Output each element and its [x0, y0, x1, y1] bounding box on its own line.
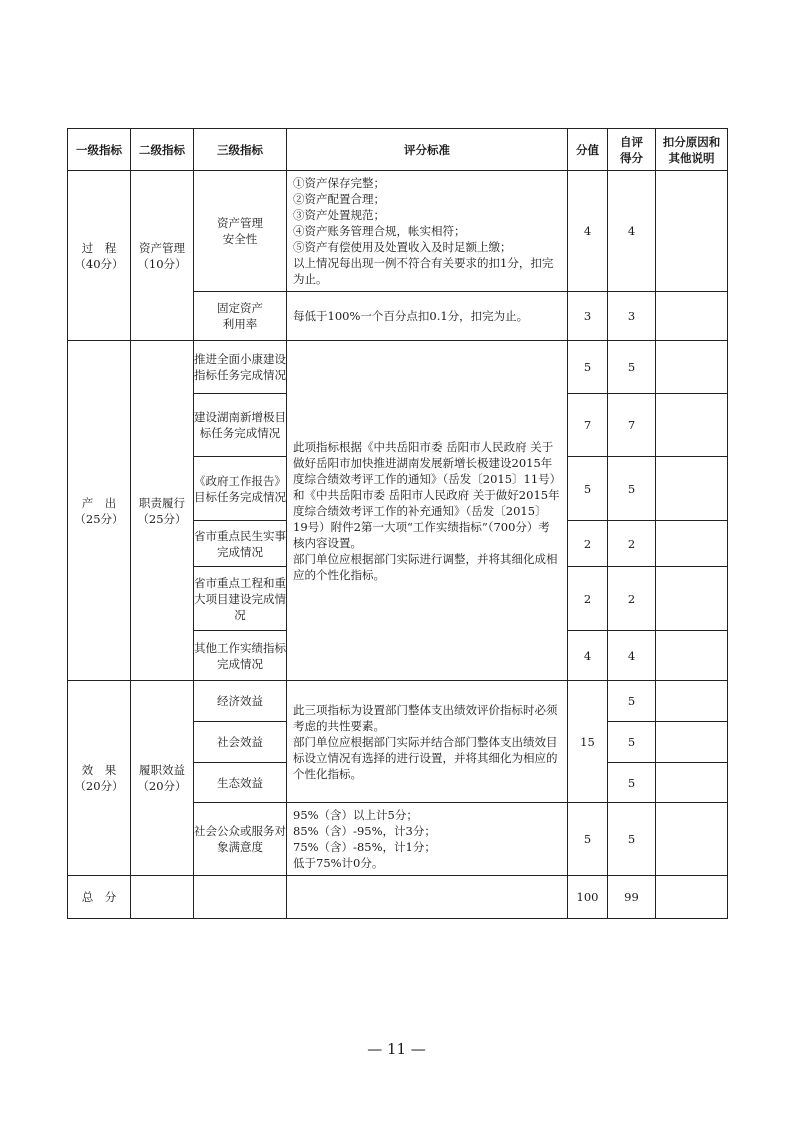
- header-deduction: 扣分原因和 其他说明: [656, 129, 728, 171]
- empty-cell: [287, 876, 568, 919]
- header-level2: 二级指标: [131, 129, 194, 171]
- header-row: [68, 129, 728, 171]
- self-score-cell: 3: [608, 292, 656, 341]
- self-score-cell: 4: [608, 631, 656, 681]
- deduction-cell: [656, 763, 728, 803]
- self-score-cell: 7: [608, 394, 656, 457]
- score-cell: 3: [568, 292, 608, 341]
- level2-duty: 职责履行 （25分）: [131, 341, 194, 681]
- score-cell: 2: [568, 567, 608, 631]
- total-label: 总 分: [68, 876, 131, 919]
- level2-asset-management: 资产管理 （10分）: [131, 171, 194, 341]
- self-score-cell: 4: [608, 171, 656, 292]
- criteria-cell: 此项指标根据《中共岳阳市委 岳阳市人民政府 关于做好岳阳市加快推进湖南发展新增长极建设2015年度综合绩效考评工作的通知》（岳发〔2015〕11号）和《中共岳阳市委 岳阳市人民政府 关于做好2015年度综合绩效考评工作的补充通知》（岳发〔2015〕19号）附件2第一大项“工作实绩指标”（700分）考核内容设置。 部门单位应根据部门实际进行调整，并将其细化成相应的个性化指标。: [287, 341, 568, 681]
- deduction-cell: [656, 394, 728, 457]
- header-score: 分值: [568, 129, 608, 171]
- empty-cell: [194, 876, 287, 919]
- score-cell: 5: [568, 341, 608, 394]
- score-cell: 15: [568, 681, 608, 803]
- self-score-cell: 2: [608, 521, 656, 567]
- total-score: 100: [568, 876, 608, 919]
- level3-cell: 资产管理 安全性: [194, 171, 287, 292]
- level3-cell: 《政府工作报告》目标任务完成情况: [194, 457, 287, 521]
- header-level1: 一级指标: [68, 129, 131, 171]
- level1-process: 过 程 （40分）: [68, 171, 131, 341]
- level3-cell: 建设湖南新增极目标任务完成情况: [194, 394, 287, 457]
- deduction-cell: [656, 171, 728, 292]
- deduction-cell: [656, 292, 728, 341]
- score-cell: 4: [568, 631, 608, 681]
- header-self-score: 自评 得分: [608, 129, 656, 171]
- deduction-cell: [656, 803, 728, 876]
- self-score-cell: 5: [608, 722, 656, 763]
- level3-cell: 推进全面小康建设指标任务完成情况: [194, 341, 287, 394]
- score-cell: 5: [568, 803, 608, 876]
- total-self-score: 99: [608, 876, 656, 919]
- level3-cell: 生态效益: [194, 763, 287, 803]
- level3-cell: 其他工作实绩指标完成情况: [194, 631, 287, 681]
- self-score-cell: 5: [608, 803, 656, 876]
- level1-output: 产 出 （25分）: [68, 341, 131, 681]
- criteria-cell: 此三项指标为设置部门整体支出绩效评价指标时必须考虑的共性要素。 部门单位应根据部门实际并结合部门整体支出绩效目标设立情况有选择的进行设置，并将其细化为相应的个性化指标。: [287, 681, 568, 803]
- deduction-cell: [656, 681, 728, 722]
- table-row: [68, 171, 728, 292]
- deduction-cell: [656, 341, 728, 394]
- self-score-cell: 5: [608, 457, 656, 521]
- level1-effect: 效 果 （20分）: [68, 681, 131, 876]
- level3-cell: 经济效益: [194, 681, 287, 722]
- deduction-cell: [656, 567, 728, 631]
- level3-cell: 省市重点民生实事完成情况: [194, 521, 287, 567]
- self-score-cell: 5: [608, 341, 656, 394]
- header-level3: 三级指标: [194, 129, 287, 171]
- score-cell: 7: [568, 394, 608, 457]
- page-number: — 11 —: [367, 1040, 426, 1058]
- self-score-cell: 5: [608, 681, 656, 722]
- deduction-cell: [656, 722, 728, 763]
- level2-benefit: 履职效益 （20分）: [131, 681, 194, 876]
- self-score-cell: 2: [608, 567, 656, 631]
- level3-cell: 社会公众或服务对象满意度: [194, 803, 287, 876]
- deduction-cell: [656, 521, 728, 567]
- deduction-cell: [656, 876, 728, 919]
- score-cell: 5: [568, 457, 608, 521]
- empty-cell: [131, 876, 194, 919]
- criteria-cell: 95%（含）以上计5分； 85%（含）-95%，计3分； 75%（含）-85%，计1分； 低于75%计0分。: [287, 803, 568, 876]
- total-row: [68, 876, 728, 919]
- header-criteria: 评分标准: [287, 129, 568, 171]
- criteria-cell: 每低于100%一个百分点扣0.1分，扣完为止。: [287, 292, 568, 341]
- deduction-cell: [656, 457, 728, 521]
- level3-cell: 省市重点工程和重大项目建设完成情况: [194, 567, 287, 631]
- self-score-cell: 5: [608, 763, 656, 803]
- level3-cell: 固定资产 利用率: [194, 292, 287, 341]
- score-cell: 4: [568, 171, 608, 292]
- score-cell: 2: [568, 521, 608, 567]
- table-row: [68, 681, 728, 722]
- deduction-cell: [656, 631, 728, 681]
- level3-cell: 社会效益: [194, 722, 287, 763]
- evaluation-table: [67, 128, 728, 919]
- criteria-cell: ①资产保存完整； ②资产配置合理； ③资产处置规范； ④资产账务管理合规，帐实相符； ⑤资产有偿使用及处置收入及时足额上缴； 以上情况每出现一例不符合有关要求的扣1分，扣完为止。: [287, 171, 568, 292]
- table-row: [68, 341, 728, 394]
